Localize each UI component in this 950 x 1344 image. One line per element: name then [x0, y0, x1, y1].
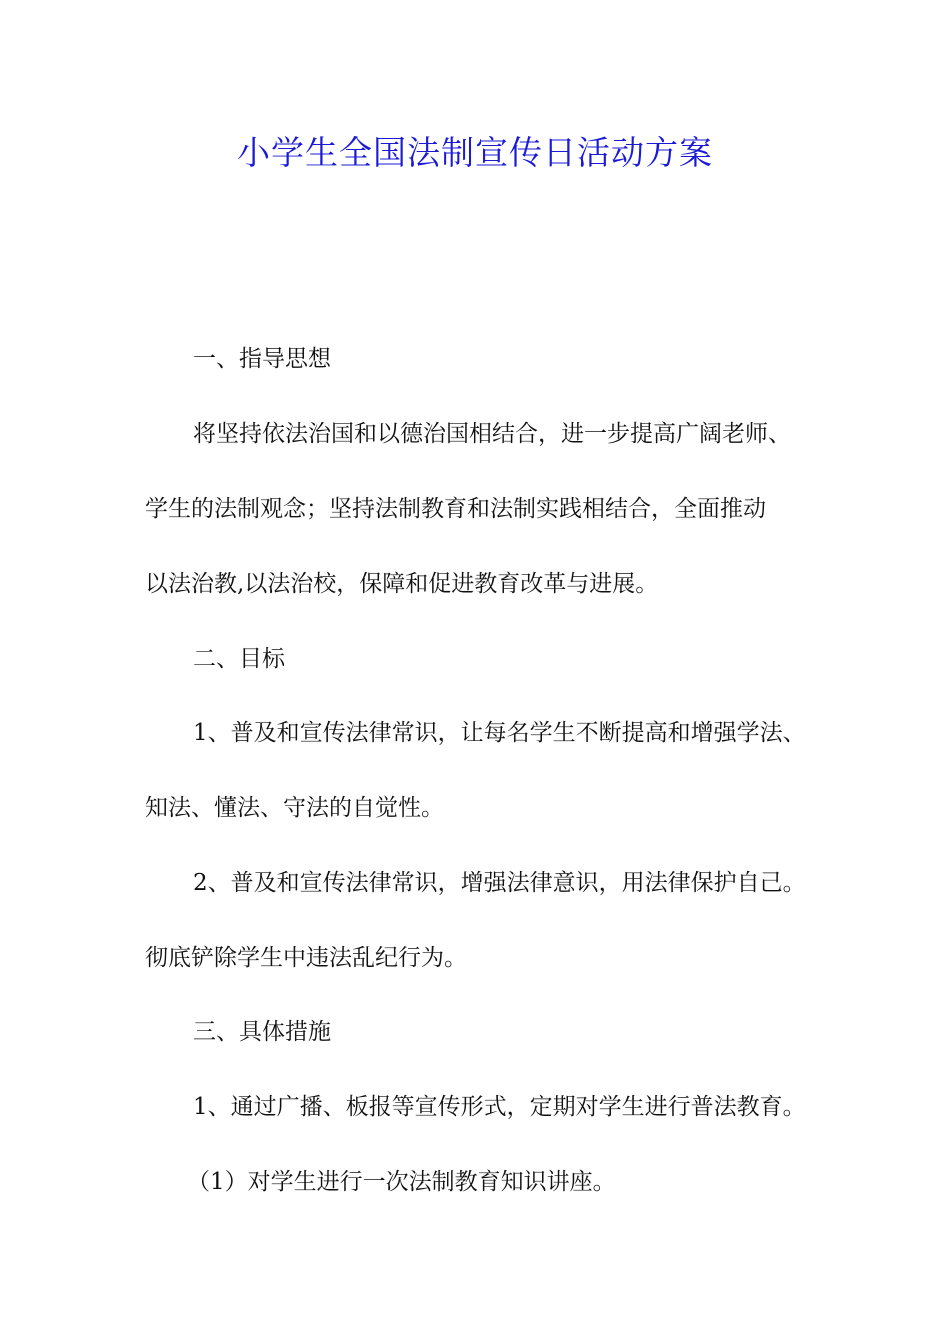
paragraph-line: 学生的法制观念；坚持法制教育和法制实践相结合，全面推动 — [145, 496, 766, 522]
list-item-line: 1、通过广播、板报等宣传形式，定期对学生进行普法教育。 — [193, 1094, 806, 1120]
list-item-line: 彻底铲除学生中违法乱纪行为。 — [145, 945, 467, 971]
document-title: 小学生全国法制宣传日活动方案 — [237, 133, 713, 172]
section-heading-measures: 三、具体措施 — [193, 1019, 331, 1045]
section-heading-guiding-ideology: 一、指导思想 — [193, 346, 331, 372]
list-item-line: 1、普及和宣传法律常识，让每名学生不断提高和增强学法、 — [193, 720, 806, 746]
paragraph-line: 以法治教,以法治校，保障和促进教育改革与进展。 — [145, 571, 659, 597]
list-item-line: 2、普及和宣传法律常识，增强法律意识，用法律保护自己。 — [193, 870, 806, 896]
sub-list-item-line: （1）对学生进行一次法制教育知识讲座。 — [187, 1169, 616, 1195]
section-heading-goals: 二、目标 — [193, 646, 285, 672]
list-item-line: 知法、懂法、守法的自觉性。 — [145, 795, 444, 821]
paragraph-line: 将坚持依法治国和以德治国相结合，进一步提高广阔老师、 — [193, 421, 791, 447]
